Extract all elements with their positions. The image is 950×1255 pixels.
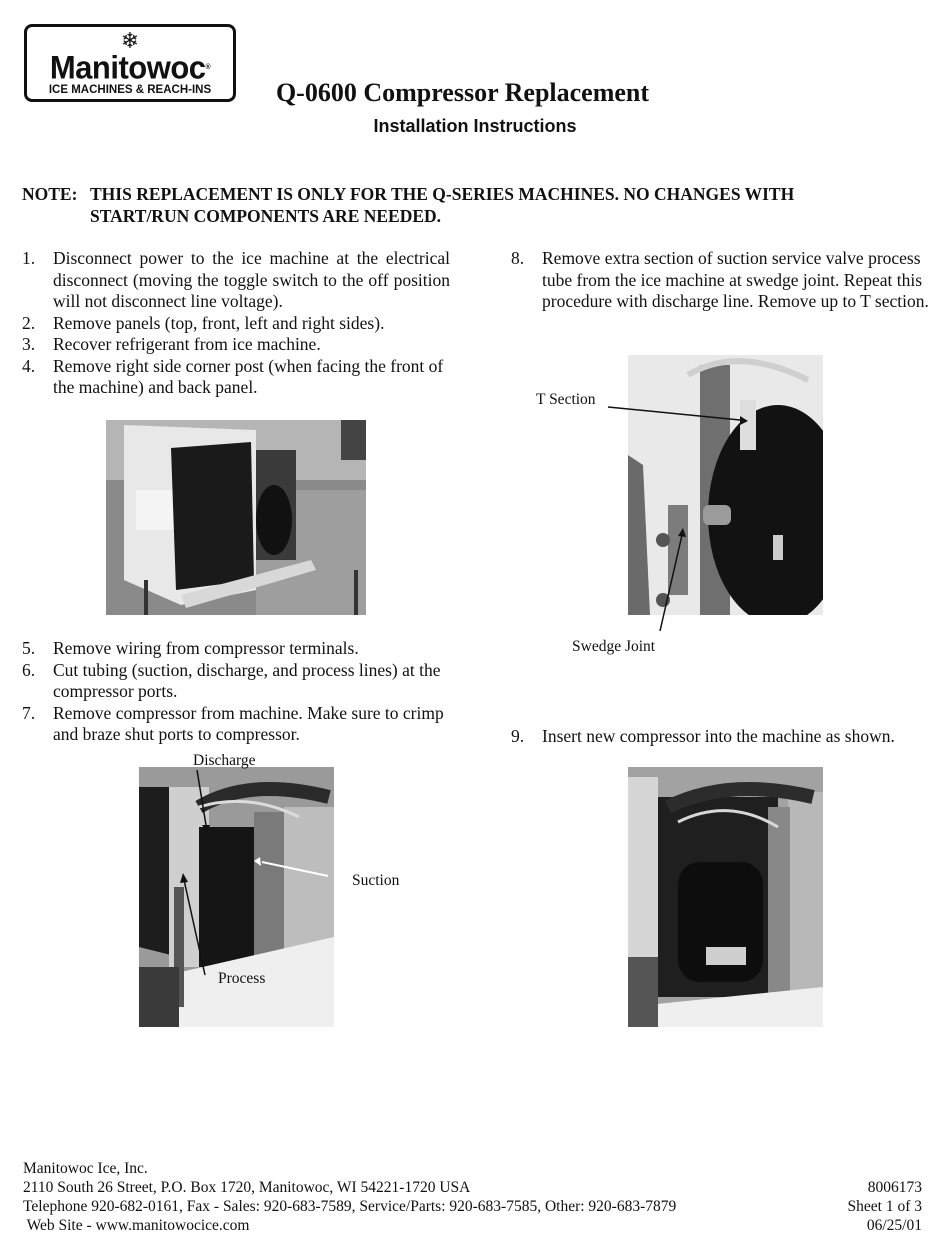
step-text: Disconnect power to the ice machine at the electrical disconnect (moving the toggle switch to the off position will not disconnect line voltage). (53, 248, 450, 311)
step-4 (22, 356, 450, 399)
footer-doc-number: 8006173 (867, 1179, 922, 1196)
footer-address: 2110 South 26 Street, P.O. Box 1720, Manitowoc, WI 54221-1720 USA (23, 1179, 471, 1196)
footer-sheet: Sheet 1 of 3 (847, 1198, 922, 1215)
brand-name: Manitowoc (49, 49, 206, 86)
steps-list-2 (22, 638, 462, 746)
label-swedge-joint: Swedge Joint (572, 638, 656, 655)
note-block (22, 183, 922, 227)
steps-list-3 (511, 248, 941, 313)
step-6 (22, 660, 462, 703)
step-text: Insert new compressor into the machine as shown. (542, 726, 895, 746)
note-line-2: START/RUN COMPONENTS ARE NEEDED. (90, 206, 442, 226)
brand-tagline: ICE MACHINES & REACH-INS (48, 84, 212, 96)
step-text: Remove wiring from compressor terminals. (53, 638, 359, 658)
step-number: 3. (22, 334, 36, 354)
label-suction: Suction (352, 872, 400, 889)
step-text: Recover refrigerant from ice machine. (53, 334, 321, 354)
step-text: Remove right side corner post (when facing the front of the machine) and back panel. (53, 355, 444, 397)
figure-ice-machine-workbench (106, 420, 366, 615)
footer-website: Web Site - www.manitowocice.com (23, 1217, 250, 1234)
step-text: Cut tubing (suction, discharge, and process lines) at the compressor ports. (53, 659, 441, 701)
step-number: 4. (22, 355, 36, 376)
document-title (0, 78, 937, 108)
footer-right (848, 1178, 922, 1235)
registered-mark: ® (205, 63, 211, 72)
label-discharge: Discharge (193, 752, 256, 769)
step-5 (22, 638, 462, 660)
new-compressor-photo-illustration (628, 767, 823, 1027)
step-number: 6. (22, 659, 36, 680)
document-subtitle: Installation Instructions (373, 116, 577, 136)
title-text: Q-0600 Compressor Replacement (275, 78, 650, 107)
workbench-photo-illustration (106, 420, 366, 615)
fig3-arrows (130, 745, 430, 1035)
note-line-1: THIS REPLACEMENT IS ONLY FOR THE Q-SERIES MACHINES. NO CHANGES WITH (90, 184, 795, 204)
step-7 (22, 703, 462, 746)
step-1 (22, 248, 450, 313)
step-8 (511, 248, 941, 313)
step-number: 1. (22, 248, 36, 268)
step-number: 5. (22, 638, 36, 658)
step-number: 7. (22, 702, 36, 723)
footer-company: Manitowoc Ice, Inc. (23, 1160, 148, 1177)
note-label: NOTE: (22, 184, 78, 204)
footer-date: 06/25/01 (866, 1217, 922, 1234)
step-number: 9. (511, 726, 525, 746)
step-text: Remove panels (top, front, left and right sides). (53, 312, 385, 333)
footer-left (23, 1159, 676, 1235)
step-number: 8. (511, 248, 525, 268)
step-text: Remove extra section of suction service valve process tube from the ice machine at swedge joint. Repeat this procedure with discharge line. Remove up to T section. (542, 248, 929, 311)
label-t-section: T Section (536, 391, 596, 408)
step-3 (22, 334, 450, 356)
steps-list-1 (22, 248, 450, 399)
fig2-arrows (600, 395, 760, 635)
steps-list-4 (511, 726, 941, 748)
figure-new-compressor (628, 767, 823, 1027)
snowflake-icon: ❄ (120, 29, 140, 54)
step-number: 2. (22, 312, 36, 333)
label-process: Process (218, 970, 266, 987)
step-2 (22, 313, 450, 335)
step-9 (511, 726, 941, 748)
footer-phones: Telephone 920-682-0161, Fax - Sales: 920-683-7589, Service/Parts: 920-683-7585, Other: 920-683-7879 (23, 1198, 677, 1215)
step-text: Remove compressor from machine. Make sure to crimp and braze shut ports to compressor. (53, 702, 444, 744)
